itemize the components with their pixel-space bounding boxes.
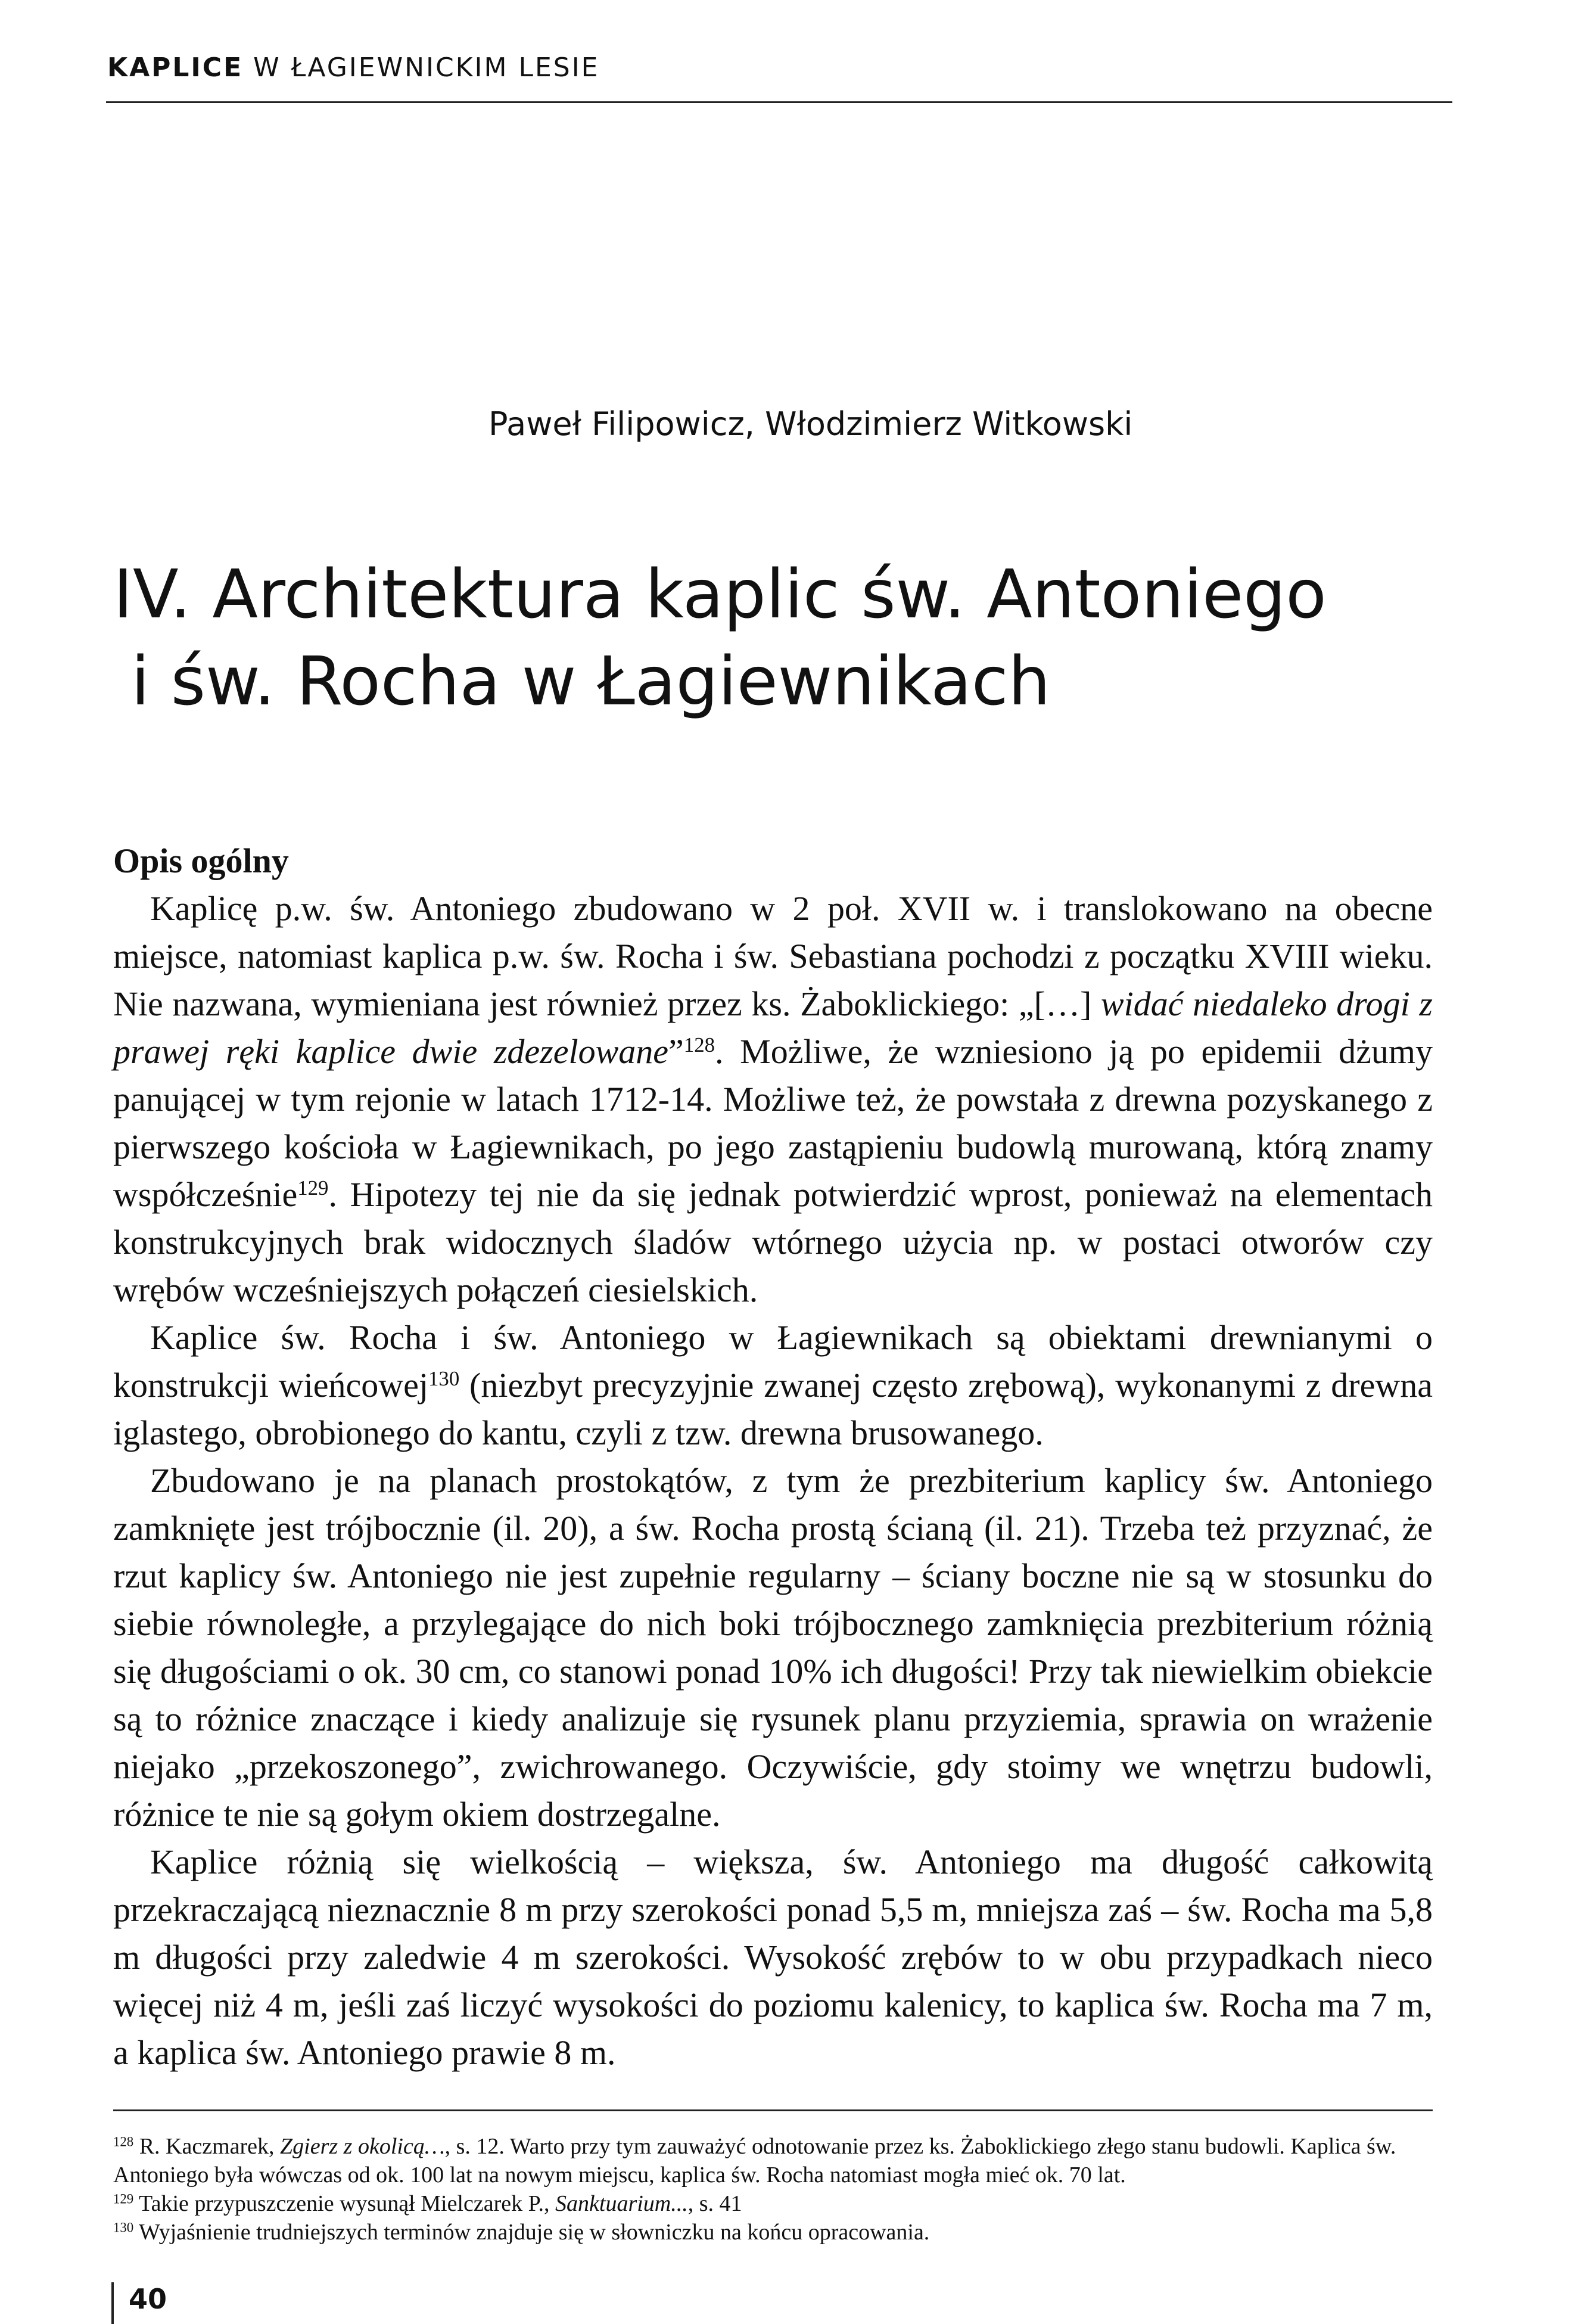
section-heading: Opis ogólny xyxy=(113,841,289,880)
page-number: 40 xyxy=(129,2283,167,2315)
chapter-title xyxy=(113,551,1424,725)
paragraph-1-text-b: ” xyxy=(668,1032,684,1071)
footnote-cited-title: Sanktuarium... xyxy=(555,2191,688,2216)
footnote-128 xyxy=(113,2132,1433,2189)
footnote-text: , s. 41 xyxy=(687,2191,742,2216)
paragraph-2-text-a: Kaplice św. Rocha i św. Antoniego w Łagiewnikach są obiektami drewnianymi o konstrukcji wieńcowej xyxy=(113,1318,1433,1405)
paragraph-1-quote: widać niedaleko drogi z prawej ręki kaplice dwie zdezelowane xyxy=(113,984,1433,1071)
chapter-title-line-1: IV. Architektura kaplic św. Antoniego xyxy=(113,556,1327,633)
folio-rule xyxy=(111,2282,114,2324)
paragraph-1-text-c: . Możliwe, że wzniesiono ją po epidemii dżumy panującej w tym rejonie w latach 1712-14. Możliwe też, że powstała z drewna pozyskanego z pierwszego kościoła w Łagiewnikach, po jego zastąpieniu budowlą murowaną, którą znamy współcześnie xyxy=(113,1032,1433,1214)
body-text xyxy=(113,837,1433,2077)
paragraph-4: Kaplice różnią się wielkością – większa, św. Antoniego ma długość całkowitą przekraczającą nieznacznie 8 m przy szerokości ponad 5,5 m, mniejsza zaś – św. Rocha ma 5,8 m długości przy zaledwie 4 m szerokości. Wysokość zrębów to w obu przypadkach nieco więcej niż 4 m, jeśli zaś liczyć wysokości do poziomu kalenicy, to kaplica św. Rocha ma 7 m, a kaplica św. Antoniego prawie 8 m. xyxy=(113,1843,1433,2072)
footnote-129 xyxy=(113,2189,1433,2218)
running-head xyxy=(107,52,599,83)
running-head-rest: W ŁAGIEWNICKIM LESIE xyxy=(243,52,600,83)
footnote-number: 129 xyxy=(113,2191,134,2207)
paragraph-2-text-b: (niezbyt precyzyjnie zwanej często zrębową), wykonanymi z drewna iglastego, obrobionego do kantu, czyli z tzw. drewna brusowanego. xyxy=(113,1366,1433,1452)
footnote-text: Wyjaśnienie trudniejszych terminów znajduje się w słowniczku na końcu opracowania. xyxy=(133,2220,930,2245)
header-rule xyxy=(106,101,1452,103)
footnote-number: 128 xyxy=(113,2134,134,2149)
footnote-text: Takie przypuszczenie wysunął Mielczarek P., xyxy=(133,2191,556,2216)
footnote-ref-129[interactable]: 129 xyxy=(297,1176,329,1200)
footnote-text: R. Kaczmarek, xyxy=(133,2134,281,2159)
footnote-number: 130 xyxy=(113,2220,134,2235)
footnote-130 xyxy=(113,2218,1433,2247)
paragraph-2 xyxy=(113,1314,1433,1457)
paragraph-1-text-d: . Hipotezy tej nie da się jednak potwierdzić wprost, ponieważ na elementach konstrukcyjnych brak widocznych śladów wtórnego użycia np. w postaci otworów czy wrębów wcześniejszych połączeń ciesielskich. xyxy=(113,1175,1433,1309)
footnotes xyxy=(113,2132,1433,2247)
paragraph-1-text-a: Kaplicę p.w. św. Antoniego zbudowano w 2 poł. XVII w. i translokowano na obecne miejsce, natomiast kaplica p.w. św. Rocha i św. Sebastiana pochodzi z początku XVIII wieku. Nie nazwana, wymieniana jest również przez ks. Żaboklickiego: „[…] xyxy=(113,889,1433,1023)
paragraph-1 xyxy=(113,885,1433,1314)
authors: Paweł Filipowicz, Włodzimierz Witkowski xyxy=(488,405,1133,443)
chapter-title-line-2: i św. Rocha w Łagiewnikach xyxy=(131,643,1051,720)
footnote-cited-title: Zgierz z okolicą… xyxy=(280,2134,445,2159)
footnote-ref-128[interactable]: 128 xyxy=(683,1033,715,1057)
footnote-ref-130[interactable]: 130 xyxy=(428,1366,460,1390)
running-head-bold: KAPLICE xyxy=(107,52,244,83)
footnote-rule xyxy=(113,2109,1433,2111)
footnote-text: , s. 12. Warto przy tym zauważyć odnotowanie przez ks. Żaboklickiego złego stanu budowli. Kaplica św. Antoniego była wówczas od ok. 100 lat na nowym miejscu, kaplica św. Rocha natomiast mogła mieć ok. 70 lat. xyxy=(113,2134,1396,2188)
paragraph-3: Zbudowano je na planach prostokątów, z tym że prezbiterium kaplicy św. Antoniego zamknięte jest trójbocznie (il. 20), a św. Rocha prostą ścianą (il. 21). Trzeba też przyznać, że rzut kaplicy św. Antoniego nie jest zupełnie regularny – ściany boczne nie są w stosunku do siebie równoległe, a przylegające do nich boki trójbocznego zamknięcia prezbiterium różnią się długościami o ok. 30 cm, co stanowi ponad 10% ich długości! Przy tak niewielkim obiekcie są to różnice znaczące i kiedy analizuje się rysunek planu przyziemia, sprawia on wrażenie niejako „przekoszonego”, zwichrowanego. Oczywiście, gdy stoimy we wnętrzu budowli, różnice te nie są gołym okiem dostrzegalne. xyxy=(113,1461,1433,1834)
